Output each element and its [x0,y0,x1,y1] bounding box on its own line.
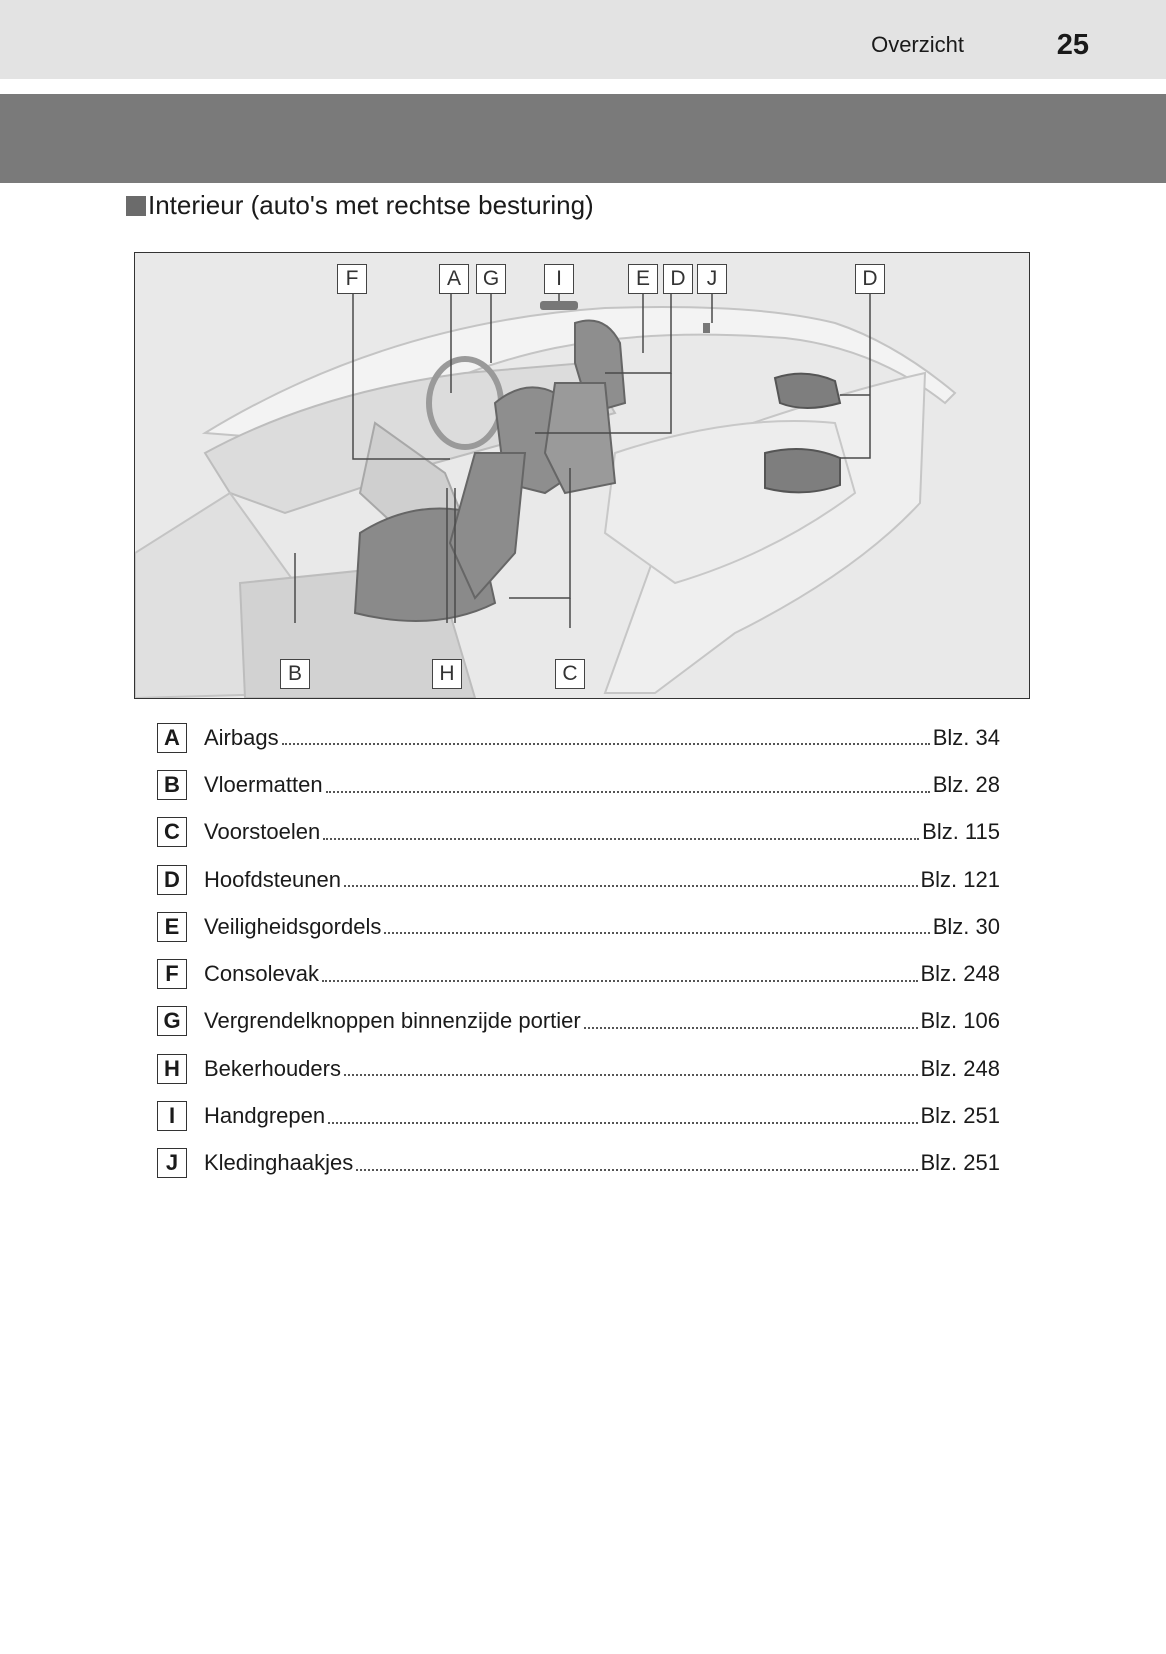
leader-dots [328,1122,917,1124]
legend-item [157,1045,1000,1092]
legend-item [157,1092,1000,1139]
section-heading [126,190,594,221]
page-reference: Blz. 248 [920,1055,1000,1081]
leader-dots [322,980,918,982]
legend-label: Consolevak [204,961,319,987]
callout-c: C [555,659,585,689]
page-reference: Blz. 248 [920,961,1000,987]
legend-letter: B [157,770,187,800]
heading-text: Interieur (auto's met rechtse besturing) [148,190,594,220]
leader-dots [326,791,930,793]
section-name: Overzicht [871,32,964,57]
legend-letter: I [157,1101,187,1131]
callout-d-front: D [663,264,693,294]
legend-item [157,1140,1000,1187]
legend-label: Vergrendelknoppen binnenzijde portier [204,1008,581,1034]
legend-item [157,903,1000,950]
legend-letter: A [157,723,187,753]
callout-h: H [432,659,462,689]
callout-f: F [337,264,367,294]
legend-label: Handgrepen [204,1103,326,1129]
legend-item [157,809,1000,856]
page-reference: Blz. 121 [920,866,1000,892]
leader-dots [344,1074,918,1076]
page-reference: Blz. 251 [920,1150,1000,1176]
callout-d-rear: D [855,264,885,294]
callout-g: G [476,264,506,294]
legend-item [157,856,1000,903]
legend-letter: C [157,817,187,847]
legend-item [157,714,1000,761]
legend-label: Vloermatten [204,771,323,797]
legend-list [157,714,1000,1187]
callout-b: B [280,659,310,689]
leader-dots [356,1169,917,1171]
page-header [0,0,1166,79]
callout-e: E [628,264,658,294]
legend-label: Hoofdsteunen [204,866,341,892]
leader-dots [323,838,919,840]
legend-label: Veiligheidsgordels [204,913,382,939]
page-reference: Blz. 34 [932,724,1000,750]
legend-letter: F [157,959,187,989]
legend-item [157,950,1000,997]
legend-label: Bekerhouders [204,1055,341,1081]
page-reference: Blz. 115 [922,819,1000,845]
leader-dots [282,743,930,745]
callout-a: A [439,264,469,294]
leader-dots [344,885,918,887]
page-reference: Blz. 28 [932,771,1000,797]
legend-letter: H [157,1054,187,1084]
legend-letter: J [157,1148,187,1178]
callout-j: J [697,264,727,294]
callout-i: I [544,264,574,294]
legend-letter: E [157,912,187,942]
legend-label: Voorstoelen [204,819,321,845]
interior-illustration [134,252,1030,699]
page-reference: Blz. 106 [920,1008,1000,1034]
legend-item [157,761,1000,808]
leader-dots [384,932,929,934]
heading-bullet-icon [126,196,146,216]
car-interior-drawing [135,253,1029,698]
page-number: 25 [1056,29,1089,61]
legend-item [157,998,1000,1045]
legend-letter: D [157,865,187,895]
legend-label: Kledinghaakjes [204,1150,354,1176]
legend-letter: G [157,1006,187,1036]
legend-label: Airbags [204,724,279,750]
page-reference: Blz. 30 [932,913,1000,939]
leader-dots [584,1027,918,1029]
header-band [0,94,1166,183]
page-reference: Blz. 251 [920,1103,1000,1129]
